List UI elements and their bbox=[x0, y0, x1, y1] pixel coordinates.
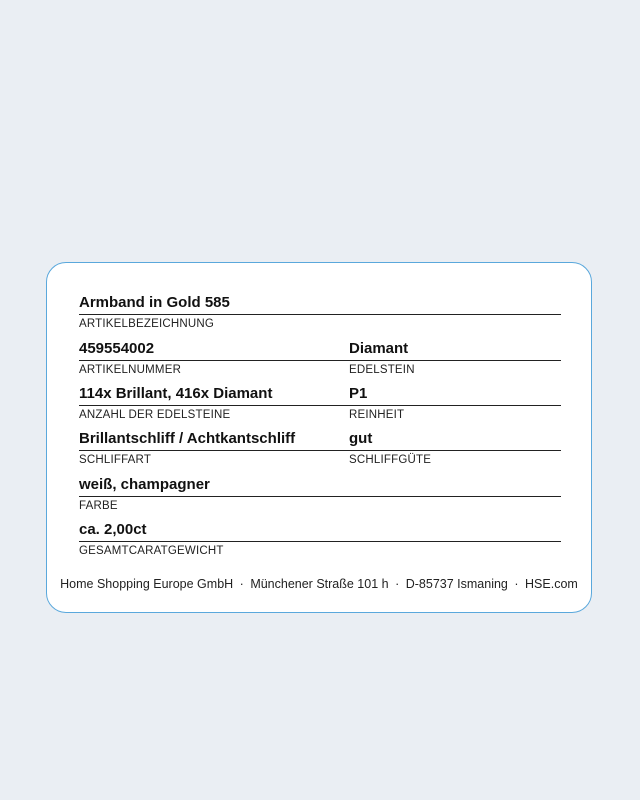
certificate-card bbox=[46, 262, 592, 613]
schliffart-label: SCHLIFFART bbox=[79, 454, 152, 466]
footer-street: Münchener Straße 101 h bbox=[250, 577, 389, 591]
farbe-label: FARBE bbox=[79, 500, 118, 512]
reinheit-value: P1 bbox=[349, 385, 368, 402]
schliffguete-label: SCHLIFFGÜTE bbox=[349, 454, 432, 466]
field-gesamtcaratgewicht bbox=[79, 521, 561, 558]
field-reinheit bbox=[349, 385, 561, 422]
divider bbox=[79, 541, 561, 542]
divider bbox=[349, 450, 561, 451]
field-artikelbezeichnung bbox=[79, 294, 561, 331]
field-schliffart bbox=[79, 430, 349, 467]
artikelnummer-label: ARTIKELNUMMER bbox=[79, 364, 182, 376]
field-schliffguete bbox=[349, 430, 561, 467]
edelstein-value: Diamant bbox=[349, 340, 409, 357]
divider bbox=[349, 405, 561, 406]
divider bbox=[349, 360, 561, 361]
artikelbezeichnung-value: Armband in Gold 585 bbox=[79, 294, 230, 311]
anzahl-label: ANZAHL DER EDELSTEINE bbox=[79, 409, 231, 421]
gesamtcaratgewicht-label: GESAMTCARATGEWICHT bbox=[79, 545, 224, 557]
divider bbox=[79, 360, 349, 361]
field-artikelnummer bbox=[79, 340, 349, 377]
divider bbox=[79, 314, 561, 315]
footer-separator: · bbox=[514, 577, 519, 591]
footer-separator: · bbox=[239, 577, 244, 591]
footer-website: HSE.com bbox=[525, 577, 578, 591]
divider bbox=[79, 405, 349, 406]
footer-separator: · bbox=[395, 577, 400, 591]
reinheit-label: REINHEIT bbox=[349, 409, 405, 421]
schliffguete-value: gut bbox=[349, 430, 373, 447]
field-farbe bbox=[79, 476, 561, 513]
anzahl-value: 114x Brillant, 416x Diamant bbox=[79, 385, 273, 402]
divider bbox=[79, 496, 561, 497]
footer-city: D-85737 Ismaning bbox=[405, 577, 508, 591]
field-anzahl-edelsteine bbox=[79, 385, 349, 422]
footer-address bbox=[47, 577, 591, 591]
farbe-value: weiß, champagner bbox=[79, 476, 210, 493]
field-edelstein bbox=[349, 340, 561, 377]
edelstein-label: EDELSTEIN bbox=[349, 364, 415, 376]
schliffart-value: Brillantschliff / Achtkantschliff bbox=[79, 430, 296, 447]
footer-company: Home Shopping Europe GmbH bbox=[60, 577, 234, 591]
artikelnummer-value: 459554002 bbox=[79, 340, 155, 357]
artikelbezeichnung-label: ARTIKELBEZEICHNUNG bbox=[79, 318, 215, 330]
divider bbox=[79, 450, 349, 451]
gesamtcaratgewicht-value: ca. 2,00ct bbox=[79, 521, 147, 538]
